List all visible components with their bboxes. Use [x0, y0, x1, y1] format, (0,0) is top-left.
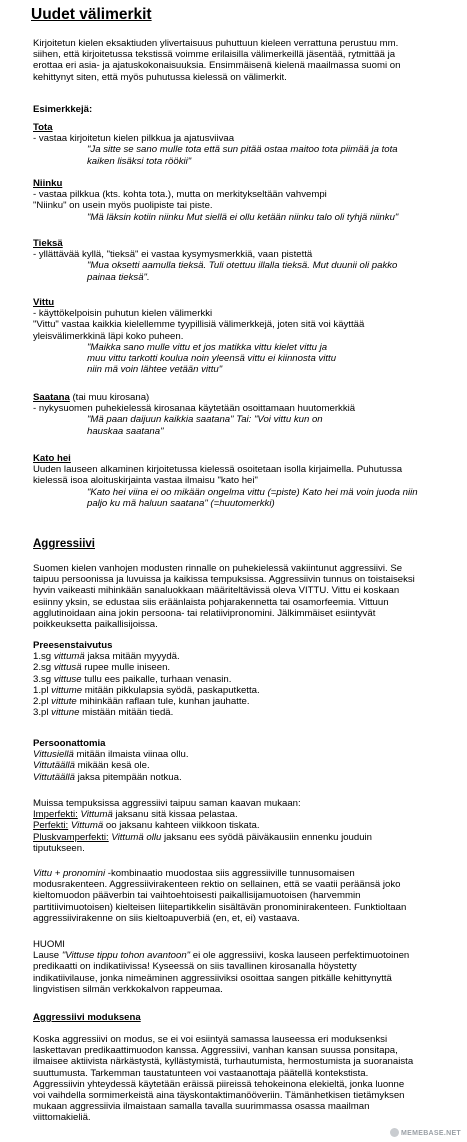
section-tota: Tota - vastaa kirjoitetun kielen pilkkua ja ajatusviivaa "Ja sitte se sano mulle tota että sun pitää ostaa maitoo tota piimää ja tota kaiken lisäksi tota röökii": [33, 122, 461, 167]
list-item: Vittutäällä mikään kesä ole.: [33, 760, 150, 772]
list-item: Vittusiellä mitään ilmaista viinaa ollu.: [33, 749, 189, 761]
vittu-heading: Vittu: [33, 297, 55, 308]
aggressiivi-heading: Aggressiivi: [33, 538, 95, 550]
niinku-heading: Niinku: [33, 178, 63, 189]
section-niinku: Niinku - vastaa pilkkua (kts. kohta tota.), mutta on merkitykseltään vahvempi "Niinku" on usein myös puolipiste tai piste. "Mä läksin kotiin niinku Mut siellä ei ollu ketään niinku talo oli tyhjä niinku": [33, 178, 461, 223]
list-item: Pluskvamperfekti: Vittumä ollu jaksanu ees syödä päiväkausiin ennenku jouduin: [33, 831, 373, 843]
watermark-logo: MEMEBASE.NET: [390, 1128, 461, 1139]
page-title: Uudet välimerkit: [31, 6, 152, 23]
section-vittu: Vittu - käyttökelpoisin puhutun kielen välimerkki "Vittu" vastaa kaikkia kielellemme tyypillisiä välimerkkejä, joten sitä voi käyttää yleisvälimerkkinä läpi koko puheen. "Maikka sano mulle vittu et jos matikka vittu kielet vittu ja muu vittu tarkotti koulua noin yleensä vittu ei kiinnosta vittu niin mä voin lähtee vetään vittu": [33, 297, 461, 375]
persoonattomia-section: [33, 738, 461, 783]
list-item: Vittutäällä jaksa pitempään notkua.: [33, 771, 182, 783]
section-kato-hei: Kato hei Uuden lauseen alkaminen kirjoitetussa kielessä osoitetaan isolla kirjaimella. Puhutussa kielessä isoa aloituskirjainta vastaa ilmaisu "kato hei" "Kato hei viina ei oo mikään ongelma vittu (=piste) Kato hei mä voin juoda niin paljo ku mä haluun saatana" (=huutomerkki): [33, 453, 461, 509]
list-item: 2.pl vittute mihinkään raflaan tule, kunhan jauhatte.: [33, 696, 250, 708]
list-item: 1.sg vittumä jaksa mitään myyydä.: [33, 651, 180, 663]
moduksena-paragraph: Koska aggressiivi on modus, se ei voi esiintyä samassa lauseessa eri moduksenksi laskettavan predikaattimuodon kanssa. Aggressiivi, vanhan kansan suussa ponsitapa, ilmaisee aktiivista närkästystä, kyllästymistä, turhautumista, hermostumista ja suoranaista suuttumusta. Tarkemman taustatunteen voi vastaanottaja päätellä kontekstista. Aggressiivin yhteydessä käytetään eräissä piireissä tehokeinona elekieltä, jonka luonne voi vaihdella sormimerkeistä aina täyskontaktimanööveriin. Tämänhetkisen tietämyksen mukaan aggressiivia ilmaistaan samalla tavalla suurimmassa osassa maailman viittomakieliä.: [33, 1034, 414, 1124]
preesens-heading: Preesenstaivutus: [33, 640, 113, 651]
jester-icon: [390, 1128, 399, 1137]
list-item: Perfekti: Vittumä oo jaksanu kahteen viikkoon tiskata.: [33, 820, 260, 832]
intro-paragraph: Kirjoitetun kielen eksaktiuden ylivertaisuus puhuttuun kieleen verrattuna perustuu mm. siihen, että kirjoitetussa tekstissä voimme erilaisilla välimerkeillä jäsentää, rytmittää ja erottaa eri asia- ja ajatuskokonaisuuksia. Ensimmäisenä kielenä maailmassa suomi on kehittynyt siten, että myös puhutussa kielessä on välimerkit.: [33, 38, 401, 83]
section-saatana: Saatana (tai muu kirosana) - nykysuomen puhekielessä kirosanaa käytetään osoittamaan huutomerkkiä "Mä paan daijuun kaikkia saatana" Tai: "Voi vittu kun on hauskaa saatana": [33, 392, 356, 437]
tota-heading: Tota: [33, 122, 53, 133]
list-item: Imperfekti: Vittumä jaksanu sitä kissaa pelastaa.: [33, 809, 238, 821]
list-item: 3.pl vittune mistään mitään tiedä.: [33, 707, 174, 719]
preesens-section: [33, 640, 461, 718]
list-item: 1.pl vittume mitään pikkulapsia syödä, paskaputketta.: [33, 684, 260, 696]
list-item: 3.sg vittuse tullu ees paikalle, turhaan venasin.: [33, 673, 232, 685]
huomi-section: HUOMI Lause "Vittuse tippu tohon avantoon" ei ole aggressiivi, koska lauseen perfektimuotoinen predikaatti on indikatiivissa! Kyseessä on siis tavallinen kirosanalla höystetty indikatiivilause, jonka nimeäminen aggressiiviksi osoittaa sangen pitkälle kehittynyttä lingvistisen silmän verkkokalvon rappeumaa.: [33, 939, 461, 995]
section-tieksa: Tieksä - yllättävää kyllä, "tieksä" ei vastaa kysymysmerkkiä, vaan pistettä "Mua oksetti aamulla tieksä. Tuli otettuu illalla tieksä. Mut duunii oli pakko painaa tieksä".: [33, 238, 461, 283]
moduksena-heading: Aggressiivi moduksena: [33, 1012, 141, 1023]
list-item: 2.sg vittusä rupee mulle iniseen.: [33, 662, 171, 674]
tempukset-section: Muissa tempuksissa aggressiivi taipuu saman kaavan mukaan: Imperfekti: Vittumä jaksanu sitä kissaa pelastaa. Perfekti: Vittumä oo jaksanu kahteen viikkoon tiskata. Pluskvamperfekti: Vittumä ollu jaksanu ees syödä päiväkausiin ennenku jouduin tiputukseen.: [33, 798, 461, 854]
saatana-heading: Saatana: [33, 392, 70, 403]
aggressiivi-intro: Suomen kielen vanhojen modusten rinnalle on puhekielessä vakiintunut aggressiivi. Se taipuu persoonissa ja luvuissa ja kaikissa tempuksissa. Aggressiivin tunnus on toistaiseksi hyvin vaikeasti mihinkään sanaluokkaan määriteltävissä oleva VITTU. Vittu ei koskaan esiinny yksin, se edustaa siis eräänlaista pohjarakennetta tai osamorfeemia. Vittuun agglutinoidaan aina jokin persoona- tai relatiivipronomini. Jälkimmäiset esiintyvät poikkeuksetta paikallisijoissa.: [33, 563, 415, 631]
kombinaatio-paragraph: Vittu + pronomini -kombinaatio muodostaa siis aggressiiville tunnusomaisen modusrakenteen. Aggressiivirakenteen rektio on sellainen, että se vaatii peräänsä joko kieltomuodon pääverbin tai vaihtoehtoisesti paikallisijamuotoisen (harvemmin partitiivimuotoisen) kielteisen liitepartikkelin sisältävän pronominirakenteen. Funktioltaan aggressiivirakenne on siis kieltoapuverbiä (en, et, ei) vastaava.: [33, 868, 407, 924]
kato-hei-heading: Kato hei: [33, 453, 71, 464]
persoonattomia-heading: Persoonattomia: [33, 738, 106, 749]
huomi-heading: HUOMI: [33, 939, 65, 950]
examples-heading: Esimerkkejä:: [33, 104, 93, 115]
tieksa-heading: Tieksä: [33, 238, 63, 249]
